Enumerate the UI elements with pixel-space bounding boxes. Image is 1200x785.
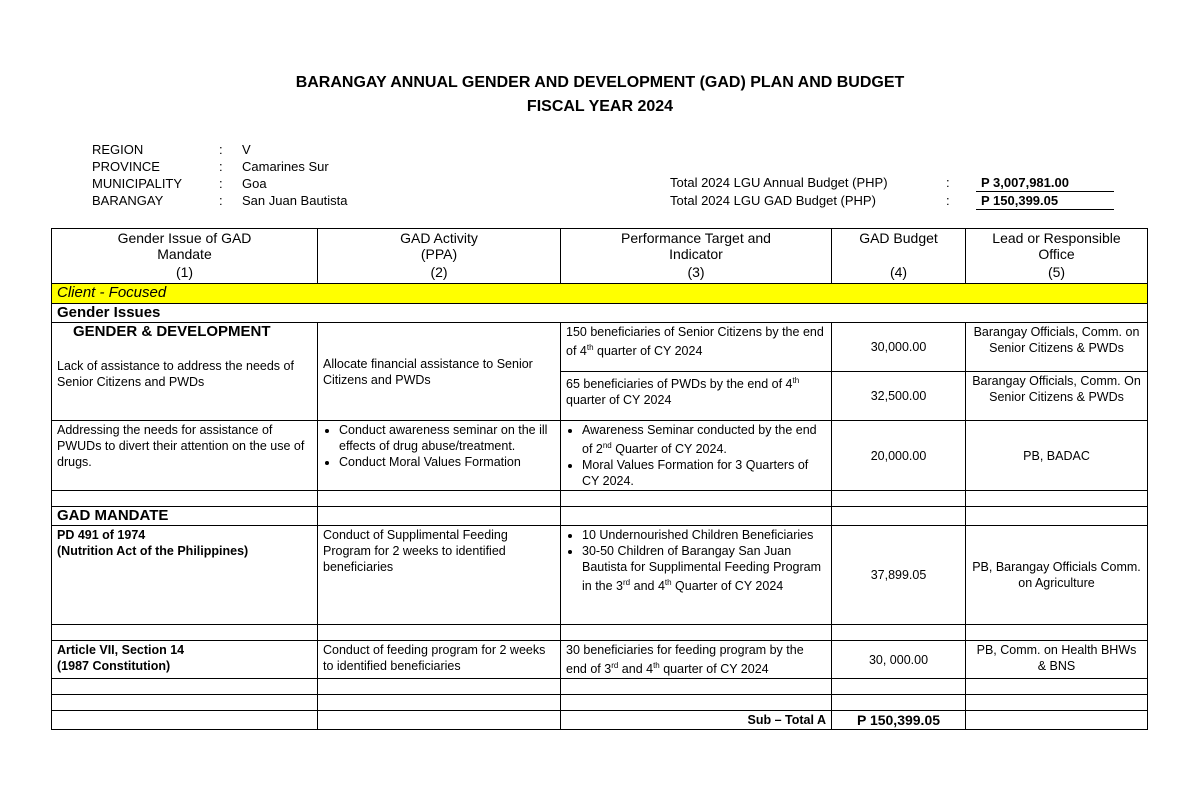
subtotal-value: P 150,399.05	[832, 711, 966, 730]
table-row	[52, 421, 1148, 491]
gad-budget-value: P 150,399.05	[976, 192, 1114, 210]
info-row-province	[92, 158, 348, 175]
budget-cell: 30,000.00	[832, 323, 966, 372]
info-row-region	[92, 141, 348, 158]
issue-cell: Addressing the needs for assistance of PWUDs to divert their attention on the use of drugs.	[52, 421, 318, 491]
info-value: Camarines Sur	[242, 159, 329, 174]
empty-row	[52, 679, 1148, 695]
list-item: • Conduct Moral Values Formation	[339, 454, 555, 470]
target-cell	[561, 421, 832, 491]
info-label: MUNICIPALITY	[92, 176, 183, 191]
header-cell: Gender Issue of GAD Mandate (1)	[52, 229, 318, 284]
info-sep: :	[219, 142, 223, 157]
list-item: • Awareness Seminar conducted by the end of 2nd Quarter of CY 2024.	[582, 422, 826, 457]
info-label: BARANGAY	[92, 193, 164, 208]
target-cell: 30 beneficiaries for feeding program by the end of 3rd and 4th quarter of CY 2024	[561, 641, 832, 679]
activity-cell	[318, 421, 561, 491]
header-cell: Lead or Responsible Office (5)	[966, 229, 1148, 284]
gad-plan-table	[51, 228, 1148, 730]
mandate-title: Article VII, Section 14	[57, 643, 185, 658]
info-sep: :	[219, 193, 223, 208]
activity-cell: Conduct of feeding program for 2 weeks to identified beneficiaries	[318, 641, 561, 679]
empty-row	[52, 695, 1148, 711]
list-item: • 30-50 Children of Barangay San Juan Bautista for Supplimental Feeding Program in the 3rd and 4th Quarter of CY 2024	[582, 543, 826, 594]
budget-label: Total 2024 LGU GAD Budget (PHP)	[670, 193, 876, 208]
fiscal-year-title: FISCAL YEAR 2024	[526, 98, 674, 115]
info-sep: :	[219, 176, 223, 191]
gad-mandate-row	[52, 507, 1148, 526]
mandate-cell	[52, 526, 318, 625]
gad-mandate-label: GAD MANDATE	[52, 507, 318, 526]
header-cell: GAD Activity (PPA) (2)	[318, 229, 561, 284]
gender-dev-heading: GENDER & DEVELOPMENT	[73, 323, 271, 340]
table-row	[52, 526, 1148, 625]
office-cell: PB, BADAC	[966, 421, 1148, 491]
info-label: PROVINCE	[92, 159, 160, 174]
table-header-row	[52, 229, 1148, 284]
subtotal-label: Sub – Total A	[561, 711, 832, 730]
info-value: Goa	[242, 176, 267, 191]
office-cell: Barangay Officials, Comm. On Senior Citizens & PWDs	[966, 372, 1148, 421]
info-label: REGION	[92, 142, 144, 157]
header-cell: Performance Target and Indicator (3)	[561, 229, 832, 284]
table-row	[52, 323, 1148, 372]
table-row	[52, 641, 1148, 679]
mandate-title: PD 491 of 1974	[57, 528, 146, 543]
document-title: BARANGAY ANNUAL GENDER AND DEVELOPMENT (GAD) PLAN AND BUDGET	[295, 74, 905, 91]
budget-cell: 37,899.05	[832, 526, 966, 625]
annual-budget-row	[670, 174, 1114, 192]
office-cell: Barangay Officials, Comm. on Senior Citizens & PWDs	[966, 323, 1148, 372]
client-focused-row	[52, 284, 1148, 304]
issue-cell	[52, 323, 318, 421]
location-info	[92, 141, 348, 209]
budget-sep: :	[946, 193, 950, 208]
info-sep: :	[219, 159, 223, 174]
budget-summary	[670, 174, 1114, 210]
office-cell: PB, Comm. on Health BHWs & BNS	[966, 641, 1148, 679]
empty-row	[52, 491, 1148, 507]
mandate-cell	[52, 641, 318, 679]
activity-cell: Conduct of Supplimental Feeding Program for 2 weeks to identified beneficiaries	[318, 526, 561, 625]
budget-cell: 20,000.00	[832, 421, 966, 491]
gender-issues-label: Gender Issues	[52, 304, 1148, 323]
info-value: San Juan Bautista	[242, 193, 348, 208]
budget-cell: 30, 000.00	[832, 641, 966, 679]
info-row-barangay	[92, 192, 348, 209]
list-item: • Moral Values Formation for 3 Quarters of CY 2024.	[582, 457, 826, 489]
budget-sep: :	[946, 175, 950, 190]
subtotal-row	[52, 711, 1148, 730]
gender-issues-row	[52, 304, 1148, 323]
empty-row	[52, 625, 1148, 641]
header-cell: GAD Budget (4)	[832, 229, 966, 284]
mandate-subtitle: (Nutrition Act of the Philippines)	[57, 544, 249, 559]
budget-cell: 32,500.00	[832, 372, 966, 421]
office-cell: PB, Barangay Officials Comm. on Agriculture	[966, 526, 1148, 625]
client-focused-label: Client - Focused	[52, 284, 1148, 304]
activity-cell: Allocate financial assistance to Senior Citizens and PWDs	[318, 323, 561, 421]
budget-label: Total 2024 LGU Annual Budget (PHP)	[670, 175, 888, 190]
info-row-municipality	[92, 175, 348, 192]
list-item: • Conduct awareness seminar on the ill effects of drug abuse/treatment.	[339, 422, 555, 454]
list-item: • 10 Undernourished Children Beneficiaries	[582, 527, 826, 543]
gad-budget-row	[670, 192, 1114, 210]
target-cell	[561, 526, 832, 625]
info-value: V	[242, 142, 251, 157]
mandate-subtitle: (1987 Constitution)	[57, 659, 171, 674]
target-cell: 65 beneficiaries of PWDs by the end of 4th quarter of CY 2024	[561, 372, 832, 421]
annual-budget-value: P 3,007,981.00	[976, 174, 1114, 192]
issue-text: Lack of assistance to address the needs of Senior Citizens and PWDs	[57, 359, 294, 389]
target-cell: 150 beneficiaries of Senior Citizens by the end of 4th quarter of CY 2024	[561, 323, 832, 372]
